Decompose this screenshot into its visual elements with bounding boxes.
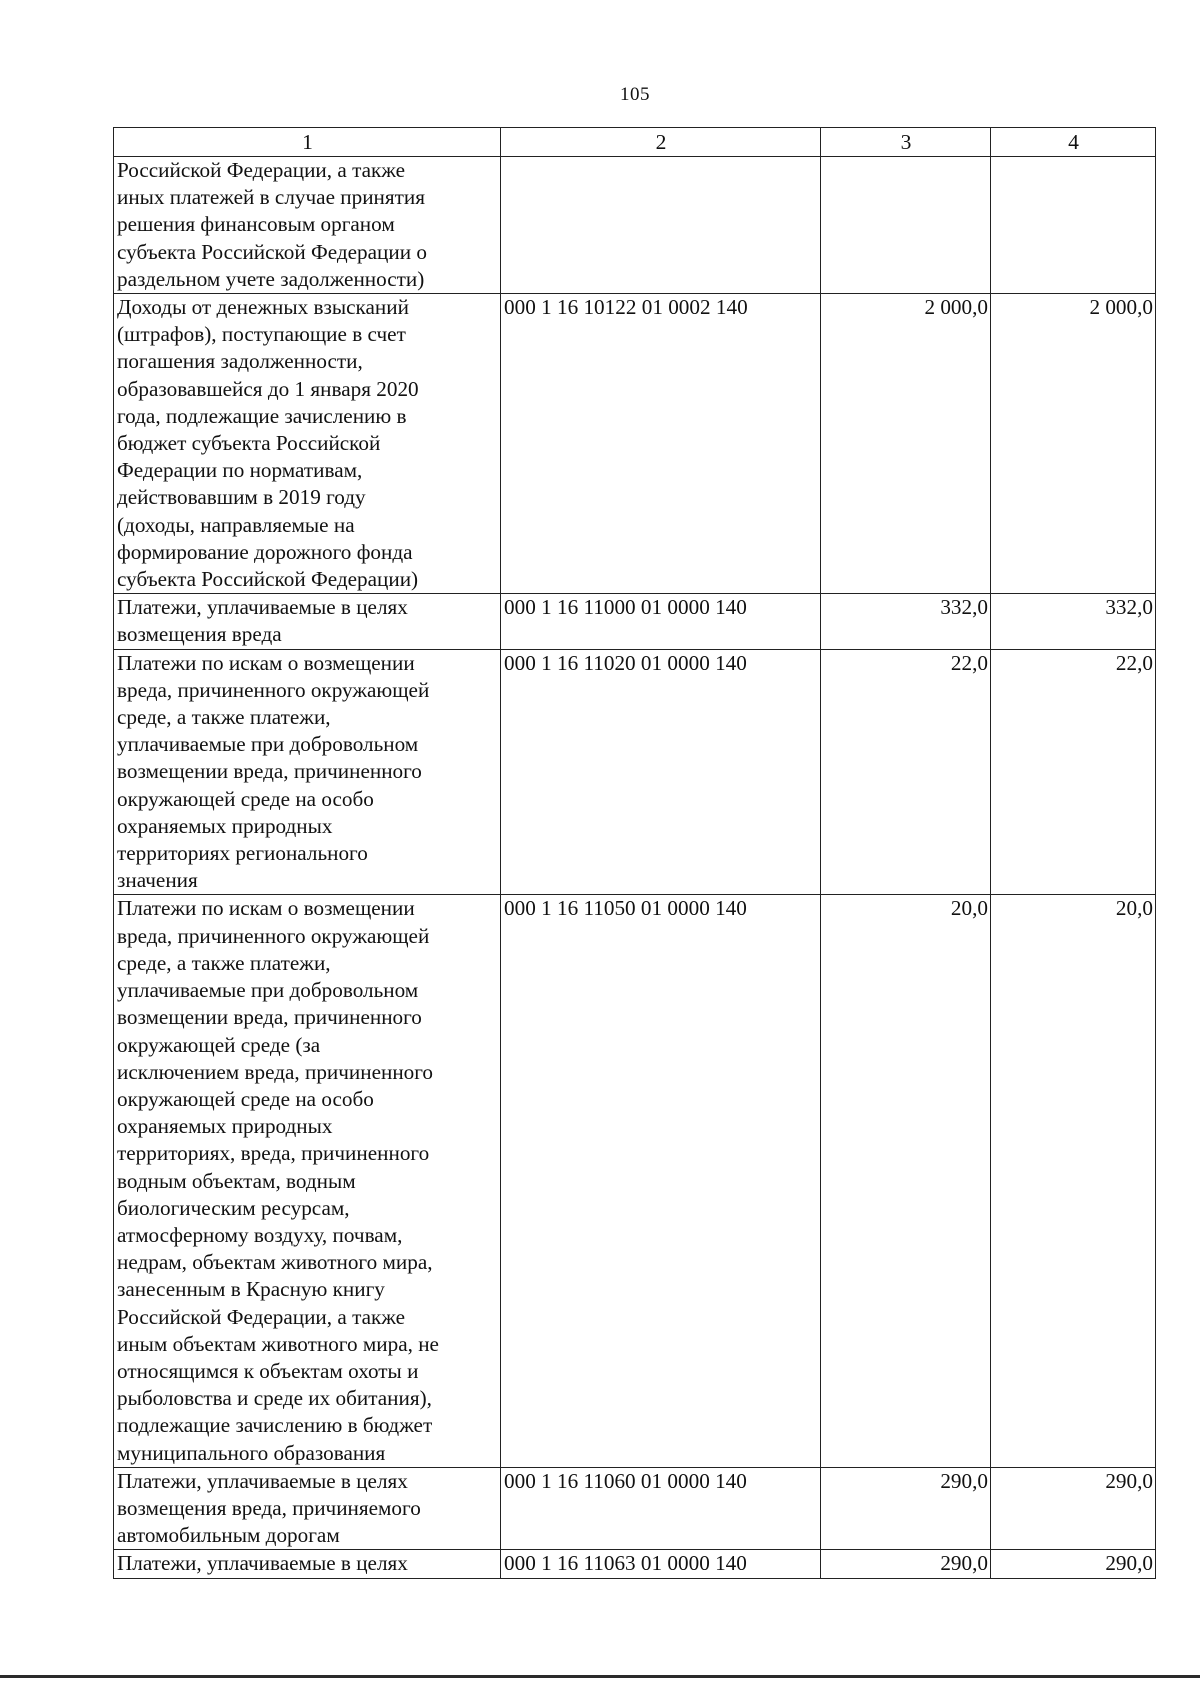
income-description: Платежи по искам о возмещении вреда, причиненного окружающей среде, а также платежи, уплачиваемые при добровольном возмещении вреда, причиненного окружающей среде на особо охраняемых природных территориях регионального значения xyxy=(114,649,501,895)
amount-column-4: 332,0 xyxy=(991,594,1156,649)
budget-classification-code: 000 1 16 11060 01 0000 140 xyxy=(501,1467,821,1550)
budget-classification-code: 000 1 16 11020 01 0000 140 xyxy=(501,649,821,895)
amount-column-3: 22,0 xyxy=(821,649,991,895)
page-bottom-rule xyxy=(0,1675,1200,1678)
amount-column-4 xyxy=(991,157,1156,294)
budget-classification-code: 000 1 16 11050 01 0000 140 xyxy=(501,895,821,1467)
amount-column-3: 2 000,0 xyxy=(821,294,991,594)
income-description: Платежи по искам о возмещении вреда, причиненного окружающей среде, а также платежи, уплачиваемые при добровольном возмещении вреда, причиненного окружающей среде (за исключением вреда, причиненного окружающей среде на особо охраняемых природных территориях, вреда, причиненного водным объектам, водным биологическим ресурсам, атмосферному воздуху, почвам, недрам, объектам животного мира, занесенным в Красную книгу Российской Федерации, а также иным объектам животного мира, не относящимся к объектам охоты и рыболовства и среде их обитания), подлежащие зачислению в бюджет муниципального образования xyxy=(114,895,501,1467)
amount-column-4: 2 000,0 xyxy=(991,294,1156,594)
income-description: Российской Федерации, а также иных платежей в случае принятия решения финансовым органом субъекта Российской Федерации о раздельном учете задолженности) xyxy=(114,157,501,294)
column-header-2: 2 xyxy=(501,128,821,157)
table-row xyxy=(114,649,1156,895)
income-description: Доходы от денежных взысканий (штрафов), поступающие в счет погашения задолженности, образовавшейся до 1 января 2020 года, подлежащие зачислению в бюджет субъекта Российской Федерации по нормативам, действовавшим в 2019 году (доходы, направляемые на формирование дорожного фонда субъекта Российской Федерации) xyxy=(114,294,501,594)
amount-column-4: 22,0 xyxy=(991,649,1156,895)
amount-column-3 xyxy=(821,157,991,294)
amount-column-3: 20,0 xyxy=(821,895,991,1467)
budget-classification-code xyxy=(501,157,821,294)
income-description: Платежи, уплачиваемые в целях xyxy=(114,1550,501,1578)
table-row xyxy=(114,157,1156,294)
income-description: Платежи, уплачиваемые в целях возмещения вреда, причиняемого автомобильным дорогам xyxy=(114,1467,501,1550)
column-header-3: 3 xyxy=(821,128,991,157)
amount-column-3: 332,0 xyxy=(821,594,991,649)
amount-column-4: 290,0 xyxy=(991,1550,1156,1578)
amount-column-4: 20,0 xyxy=(991,895,1156,1467)
budget-classification-code: 000 1 16 11063 01 0000 140 xyxy=(501,1550,821,1578)
budget-classification-code: 000 1 16 11000 01 0000 140 xyxy=(501,594,821,649)
amount-column-3: 290,0 xyxy=(821,1550,991,1578)
table-header-row xyxy=(114,128,1156,157)
table-row xyxy=(114,895,1156,1467)
amount-column-4: 290,0 xyxy=(991,1467,1156,1550)
budget-income-table xyxy=(113,127,1156,1579)
column-header-1: 1 xyxy=(114,128,501,157)
income-description: Платежи, уплачиваемые в целях возмещения вреда xyxy=(114,594,501,649)
page-number: 105 xyxy=(620,84,650,105)
column-header-4: 4 xyxy=(991,128,1156,157)
budget-classification-code: 000 1 16 10122 01 0002 140 xyxy=(501,294,821,594)
table-row xyxy=(114,294,1156,594)
table-row xyxy=(114,1550,1156,1578)
amount-column-3: 290,0 xyxy=(821,1467,991,1550)
table-row xyxy=(114,1467,1156,1550)
table-row xyxy=(114,594,1156,649)
